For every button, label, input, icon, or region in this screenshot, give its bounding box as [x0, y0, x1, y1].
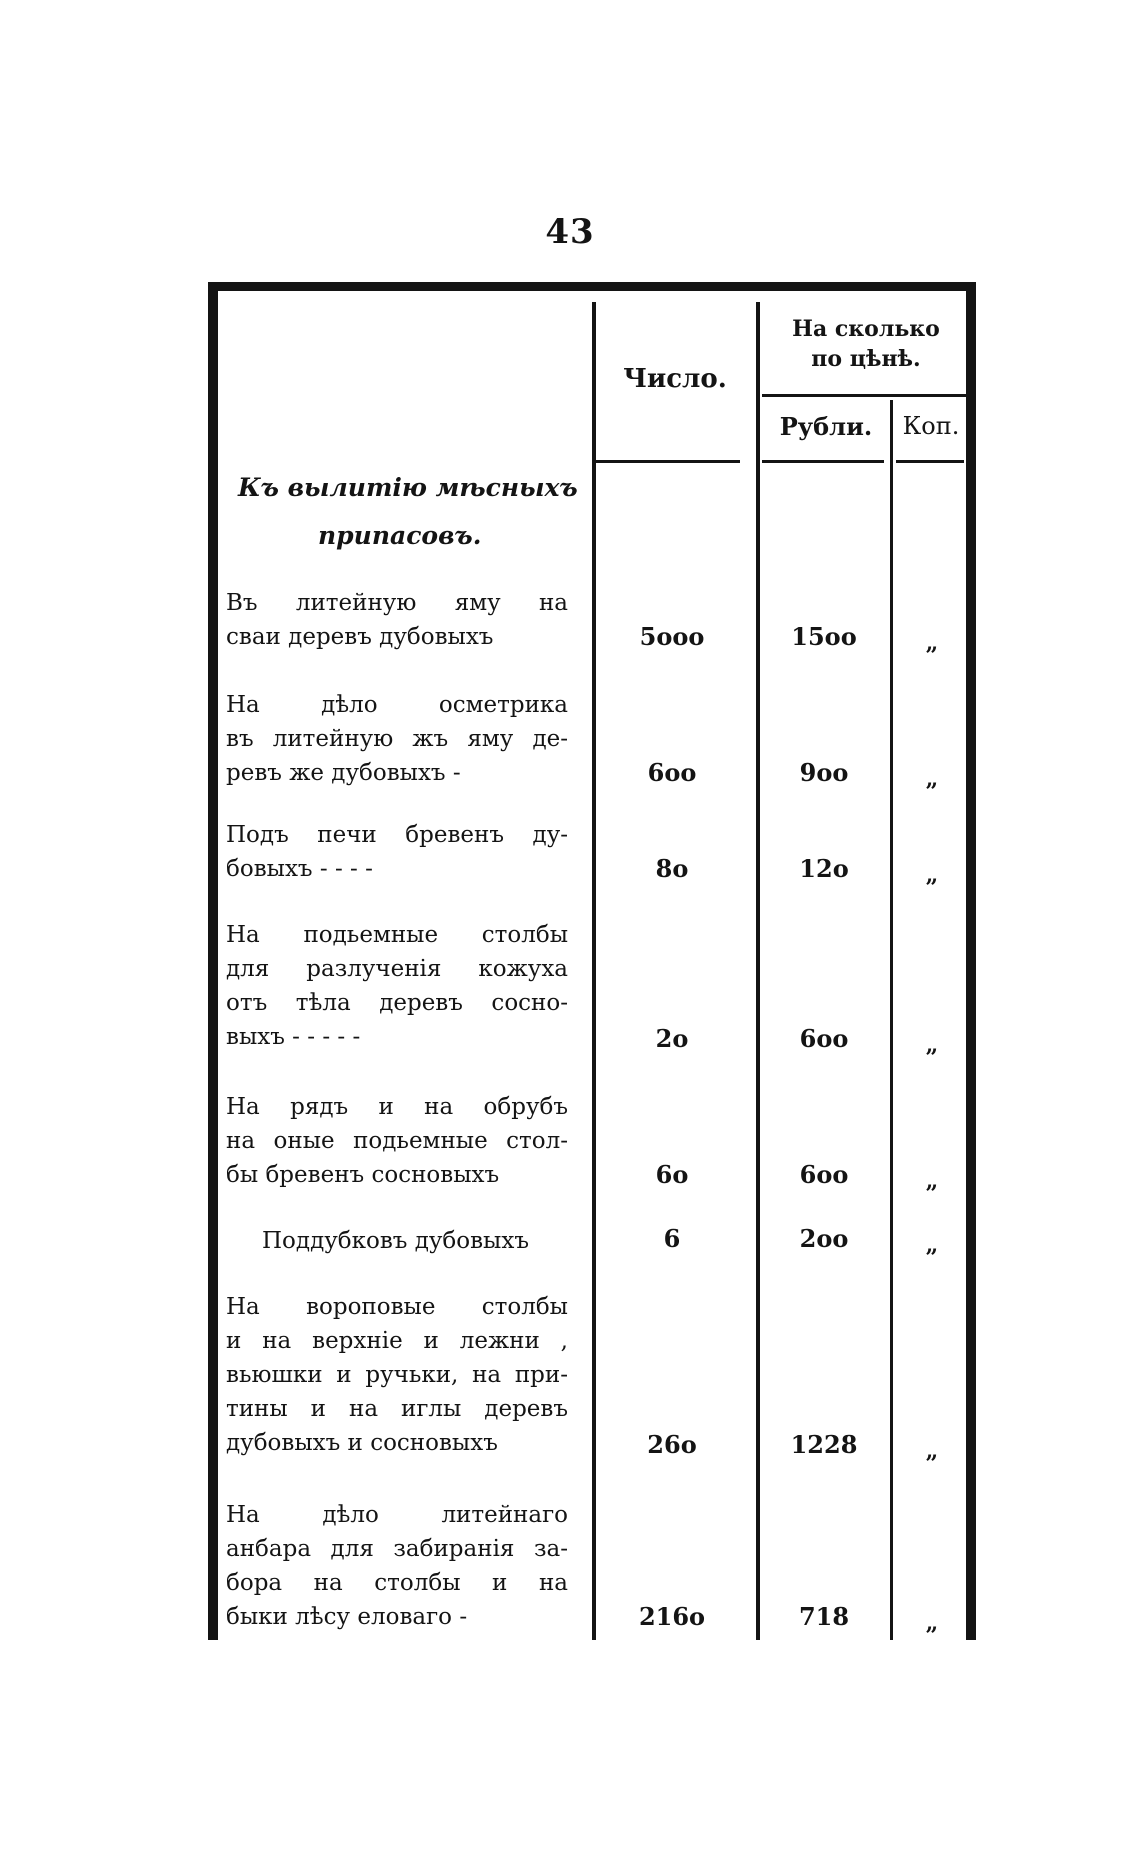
row-4-kop: „ — [925, 1032, 939, 1058]
header-underline-rubles — [762, 460, 884, 463]
section-title-line2: припасовъ. — [318, 521, 482, 550]
row-5-rubles: 6оо — [799, 1160, 849, 1189]
row-3-text — [226, 818, 568, 886]
row-8-number: 216о — [638, 1602, 706, 1631]
row-3-number: 8о — [655, 854, 689, 883]
column-divider-3 — [890, 400, 893, 1640]
header-underline-number — [592, 460, 740, 463]
row-8-line-3: бора на столбы и на — [226, 1570, 568, 1596]
row-4-rubles: 6оо — [799, 1024, 849, 1053]
row-6-kop: „ — [925, 1232, 939, 1258]
row-8-text — [226, 1498, 568, 1634]
row-7-line-3: вьюшки и ручьки, на при- — [226, 1362, 568, 1388]
row-1-number: 5ооо — [639, 622, 705, 651]
row-3-line-1: Подъ печи бревенъ ду- — [226, 822, 568, 848]
row-8-line-1: На дѣло литейнаго — [226, 1502, 568, 1528]
row-6-number: 6 — [663, 1224, 681, 1253]
row-1-kop: „ — [925, 630, 939, 656]
header-price-title-line2: по цѣнѣ. — [811, 346, 921, 372]
row-7-line-2: и на верхнiе и лежни , — [226, 1328, 568, 1354]
row-2-number: 6оо — [647, 758, 697, 787]
row-5-number: 6о — [655, 1160, 689, 1189]
row-1-rubles: 15оо — [791, 622, 857, 651]
header-price-underline — [762, 394, 966, 397]
row-3-kop: „ — [925, 862, 939, 888]
row-7-rubles: 1228 — [790, 1430, 858, 1459]
row-6-text — [262, 1224, 568, 1258]
row-2-text — [226, 688, 568, 790]
row-4-number: 2о — [655, 1024, 689, 1053]
row-2-line-2: въ литейную жъ яму де- — [226, 726, 568, 752]
row-8-kop: „ — [925, 1610, 939, 1636]
row-1-line-2: сваи деревъ дубовыхъ — [226, 624, 494, 650]
row-5-text — [226, 1090, 568, 1192]
row-1-line-1: Въ литейную яму на — [226, 590, 568, 616]
row-2-line-1: На дѣло осметрика — [226, 692, 568, 718]
header-number: Число. — [623, 364, 727, 394]
row-7-text — [226, 1290, 568, 1460]
row-2-kop: „ — [925, 766, 939, 792]
row-5-line-1: На рядъ и на обрубъ — [226, 1094, 568, 1120]
row-6-line-1: Поддубковъ дубовыхъ — [262, 1228, 529, 1254]
header-rubles: Рубли. — [779, 412, 873, 441]
header-kop: Коп. — [902, 412, 960, 440]
row-7-number: 26о — [647, 1430, 697, 1459]
header-underline-kop — [896, 460, 964, 463]
row-2-rubles: 9оо — [799, 758, 849, 787]
row-5-line-2: на оные подьемные стол- — [226, 1128, 568, 1154]
row-7-line-5: дубовыхъ и сосновыхъ — [226, 1430, 498, 1456]
row-3-rubles: 12о — [799, 854, 849, 883]
row-8-rubles: 718 — [798, 1602, 850, 1631]
row-5-line-3: бы бревенъ сосновыхъ — [226, 1162, 500, 1188]
row-8-line-2: анбара для забиранiя за- — [226, 1536, 568, 1562]
section-title-line1: Къ вылитiю мѣсныхъ — [238, 473, 578, 502]
row-4-line-2: для разлученiя кожуха — [226, 956, 568, 982]
row-3-line-2: бовыхъ - - - - — [226, 856, 373, 882]
row-7-line-4: тины и на иглы деревъ — [226, 1396, 568, 1422]
row-7-line-1: На вороповые столбы — [226, 1294, 568, 1320]
row-4-line-1: На подьемные столбы — [226, 922, 568, 948]
row-2-line-3: ревъ же дубовыхъ - — [226, 760, 461, 786]
row-4-line-4: выхъ - - - - - — [226, 1024, 361, 1050]
page-number: 43 — [545, 212, 595, 252]
row-1-text — [226, 586, 568, 654]
row-7-kop: „ — [925, 1438, 939, 1464]
column-divider-1 — [592, 302, 596, 1640]
row-6-rubles: 2оо — [799, 1224, 849, 1253]
row-8-line-4: быки лѣсу еловаго - — [226, 1604, 468, 1630]
header-price-title-line1: На сколько — [792, 316, 940, 342]
column-divider-2 — [756, 302, 760, 1640]
row-4-text — [226, 918, 568, 1054]
row-5-kop: „ — [925, 1168, 939, 1194]
row-4-line-3: отъ тѣла деревъ сосно- — [226, 990, 568, 1016]
